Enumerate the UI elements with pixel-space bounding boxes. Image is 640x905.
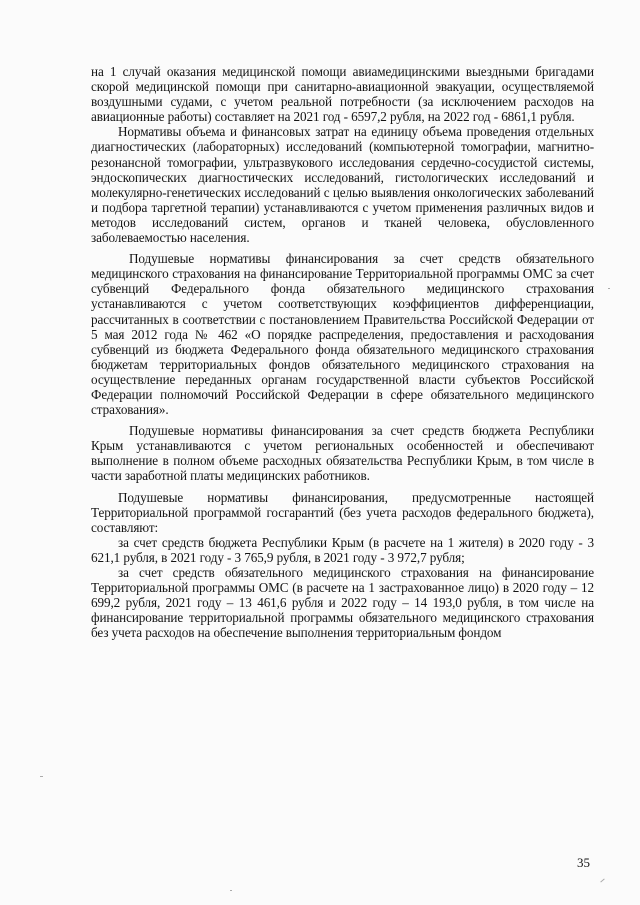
- scan-speck: [608, 288, 610, 289]
- scan-speck: [600, 879, 604, 883]
- paragraph-diagnostic-standards: Нормативы объема и финансовых затрат на единицу объема проведения отдельных диагностических (лабораторных) исследований (компьютерной томографии, магнитно-резонансной томографии, ультразвукового исследования сердечно-сосудистой системы, эндоскопических диагностических исследований, гистологических исследований и молекулярно-генетических исследований с целью выявления онкологических заболеваний и подбора таргетной терапии) устанавливаются с учетом применения различных видов и методов исследований систем, органов и тканей человека, обусловленного заболеваемостью населения.: [91, 124, 594, 246]
- paragraph-budget-per-resident: за счет средств бюджета Республики Крым (в расчете на 1 жителя) в 2020 году - 3 621,1 рубля, в 2021 году - 3 765,9 рубля, в 2021 году - 3 972,7 рубля;: [91, 534, 594, 565]
- paragraph-oms-per-insured: за счет средств обязательного медицинского страхования на финансирование Территориальной программы ОМС (в расчете на 1 застрахованное лицо) в 2020 году – 12 699,2 рубля, 2021 году – 13 461,6 рубля и 2022 году – 14 193,0 рубля, в том числе на финансирование территориальной программы обязательного медицинского страхования без учета расходов на обеспечение выполнения территориальным фондом: [91, 565, 594, 641]
- paragraph-oms-per-capita: Подушевые нормативы финансирования за счет средств обязательного медицинского страхования на финансирование Территориальной программы ОМС за счет субвенций Федерального фонда обязательного медицинского страхования устанавливаются с учетом соответствующих коэффициентов дифференциации, рассчитанных в соответствии с постановлением Правительства Российской Федерации от 5 мая 2012 года № 462 «О порядке распределения, предоставления и расходования субвенций из бюджета Федерального фонда обязательного медицинского страхования бюджетам территориальных фондов обязательного медицинского страхования на осуществление переданных органам государственной власти субъектов Российской Федерации полномочий Российской Федерации в сфере обязательного медицинского страхования».: [91, 251, 594, 418]
- body-text: [91, 64, 594, 640]
- scan-speck: [230, 890, 232, 891]
- paragraph-per-capita-intro: Подушевые нормативы финансирования, предусмотренные настоящей Территориальной программой госгарантий (без учета расходов федерального бюджета), составляют:: [91, 489, 594, 535]
- paragraph-air-ambulance: на 1 случай оказания медицинской помощи авиамедицинскими выездными бригадами скорой медицинской помощи при санитарно-авиационной эвакуации, осуществляемой воздушными судами, с учетом реальной потребности (за исключением расходов на авиационные работы) составляет на 2021 год - 6597,2 рубля, на 2022 год - 6861,1 рубля.: [91, 64, 594, 125]
- scan-speck: [40, 776, 43, 777]
- paragraph-crimea-budget: Подушевые нормативы финансирования за счет средств бюджета Республики Крым устанавливаются с учетом региональных особенностей и обеспечивают выполнение в полном объеме расходных обязательства Республики Крым, в том числе в части заработной платы медицинских работников.: [91, 423, 594, 484]
- page-number: 35: [577, 855, 590, 870]
